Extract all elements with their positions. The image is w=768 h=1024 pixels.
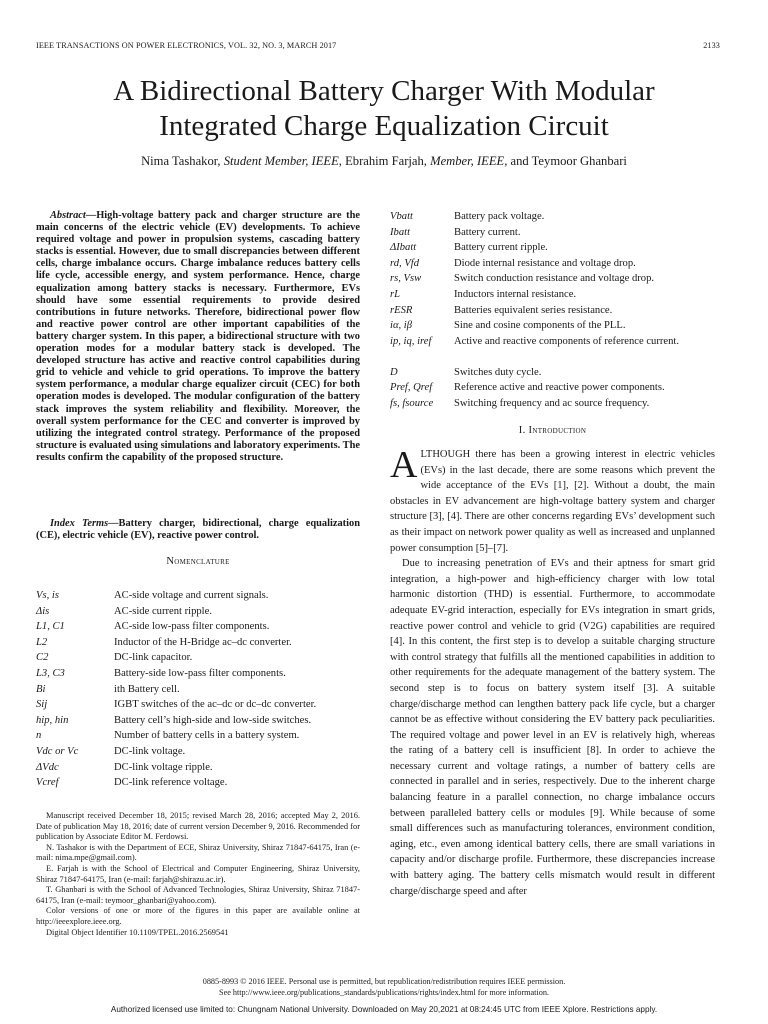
footnote-author-1: N. Tashakor is with the Department of ECE, Shiraz University, Shiraz 71847-64175, Iran (e-mail: nima.mpe@gmail.com). (36, 842, 360, 863)
nom-definition: AC-side low-pass filter components. (114, 621, 270, 633)
drop-cap: A (390, 444, 418, 486)
nom-symbol: iα, iβ (390, 320, 413, 332)
author-3: , and Teymoor Ghanbari (504, 154, 627, 168)
abstract-text: —High-voltage battery pack and charger structure are the main concerns of the electric vehicle (EV) developments. To achieve required voltage and power in propulsion systems, cascading battery stacks is essential. However, due to small discrepancies between different cells, charge imbalance occurs. Charge imbalance reduces battery cells life cycle, accessible energy, and system performance. Hence, charge equalization among battery stacks is necessary. Furthermore, EVs should have some essential requirements to provide desired contributions in future networks. Therefore, bidirectional power flow and reactive power control are other important capabilities of the battery charger system. In this paper, a bidirectional structure with two operation modes for a modular battery stack is developed. The developed structure has active and reactive control capabilities during grid to vehicle and vehicle to grid operations. To improve the battery system performance, a modular charge equalizer circuit (CEC) for both operation modes is developed. The modular configuration of the battery stack improves the system reliability and flexibility. Moreover, the overall system performance for the CEC and converter is improved by utilizing the integrated control strategy. Performance of the proposed structure is evaluated using simulations and laboratory experiments. The results confirm the capability of the proposed structure. (36, 210, 360, 463)
nomenclature-row (390, 334, 716, 365)
footnote-author-3: T. Ghanbari is with the School of Advanced Technologies, Shiraz University, Shiraz 71847-64175, Iran (e-mail: teymoor_ghanbari@yahoo.com). (36, 885, 360, 905)
copyright-line-2: See http://www.ieee.org/publications_standards/publications/rights/index.html for more information. (219, 987, 549, 997)
nom-symbol: rs, Vsw (390, 273, 422, 285)
nom-symbol: Pref, Qref (390, 382, 433, 394)
nomenclature-row (390, 365, 716, 381)
nom-definition: DC-link reference voltage. (114, 777, 228, 789)
abstract-lead: Abstract (50, 210, 86, 221)
nomenclature-row (36, 775, 360, 791)
nomenclature-row (390, 240, 716, 256)
nom-definition: Switching frequency and ac source frequency. (454, 397, 650, 409)
nom-symbol: L1, C1 (36, 621, 65, 633)
intro-paragraph-2: Due to increasing penetration of EVs and their aptness for smart grid integration, a high-power and high-efficiency charger with low total harmonic distortion (THD) is essential. Furthermore, to accommodate adequate EV-grid interaction, especially for EVs integration in smart grids, reactive power control and vehicle to grid (V2G) capabilities are required [4]. In this content, the first step is to develop a suitable charging structure with control strategy that fulfills all the mentioned capabilities in addition to other requirements for the adequate management of the battery system. The second step is to focus on battery system itself [3]. A suitable charge/discharge method can lengthen battery pack life cycle, but a charger cannot be as effective without considering the EV battery pack peculiarities. The required voltage and power level in an EV is relatively high, whereas the rating of a battery cell is insufficient [8]. In order to achieve the necessary current and voltage ratings, a number of battery cells are connected in parallel and in series, respectively. Due to the inherent charge balancing feature in a parallel connection, no charge imbalance occurs between paralleled battery cells or modules [9]. While because of some small differences such as manufacturing tolerances, environment condition, aging, etc., even among identical battery cells, there are small variations in capacity and/or discharge profile. Furthermore, these discrepancies increase with battery aging. The battery cells mismatch would result in different charge/discharge speed and after (390, 558, 715, 897)
copyright-line-1: 0885-8993 © 2016 IEEE. Personal use is permitted, but republication/redistribution requires IEEE permission. (202, 977, 566, 986)
paper-title (0, 74, 768, 144)
nomenclature-row (390, 225, 716, 241)
author-2-role: Member, IEEE (430, 154, 505, 168)
nom-definition: Battery cell’s high-side and low-side switches. (114, 714, 312, 726)
nom-definition: DC-link voltage ripple. (114, 761, 213, 773)
introduction-heading: I. Introduction (518, 425, 587, 436)
index-terms-lead: Index Terms (50, 518, 109, 529)
nom-definition: DC-link capacitor. (114, 652, 193, 664)
nom-symbol: L3, C3 (36, 667, 65, 679)
nomenclature-right (390, 209, 716, 412)
nomenclature-row (36, 619, 360, 635)
nom-definition: Diode internal resistance and voltage drop. (454, 257, 636, 269)
nomenclature-row (390, 209, 716, 225)
nom-definition: DC-link voltage. (114, 745, 186, 757)
nomenclature-row (36, 682, 360, 698)
nom-definition: Switches duty cycle. (454, 366, 542, 378)
nom-symbol: ΔIbatt (390, 242, 417, 254)
author-list (0, 153, 768, 169)
nom-symbol: C2 (36, 652, 49, 664)
nom-definition: Battery pack voltage. (454, 211, 545, 222)
nomenclature-row (390, 380, 716, 396)
nom-definition: Battery current ripple. (454, 242, 548, 254)
nom-definition: Inductors internal resistance. (454, 288, 577, 300)
nomenclature-row (36, 744, 360, 760)
nomenclature-left (36, 588, 360, 791)
nom-symbol: Vbatt (390, 211, 413, 222)
nom-definition: Active and reactive components of reference current. (454, 335, 679, 347)
nom-symbol: Sij (36, 699, 48, 711)
nom-symbol: L2 (36, 636, 48, 648)
nom-symbol: rd, Vfd (390, 257, 420, 269)
nomenclature-row (36, 697, 360, 713)
nom-definition: Battery current. (454, 226, 521, 238)
nom-symbol: Vs, is (36, 590, 59, 601)
intro-paragraph-1 (390, 444, 715, 556)
author-1: Nima Tashakor, (141, 154, 224, 168)
nom-symbol: rESR (390, 304, 413, 316)
nomenclature-heading: Nomenclature (166, 556, 230, 567)
nom-definition: Switch conduction resistance and voltage drop. (454, 273, 655, 285)
nomenclature-row (36, 588, 360, 604)
nom-symbol: hip, hin (36, 714, 69, 726)
nom-symbol: Ibatt (390, 226, 411, 238)
nom-symbol: ΔVdc (36, 761, 59, 773)
title-line-1: A Bidirectional Battery Charger With Modular (113, 75, 655, 107)
nom-definition: Inductor of the H-Bridge ac–dc converter. (114, 636, 292, 648)
nom-definition: Batteries equivalent series resistance. (454, 304, 613, 316)
journal-citation: IEEE TRANSACTIONS ON POWER ELECTRONICS, VOL. 32, NO. 3, MARCH 2017 (36, 41, 337, 50)
nom-symbol: D (390, 366, 398, 378)
introduction-body (390, 444, 715, 899)
nomenclature-row (36, 728, 360, 744)
author-1-role: Student Member, IEEE (223, 154, 339, 168)
nomenclature-row (390, 303, 716, 319)
footnote-color-versions: Color versions of one or more of the figures in this paper are available online at http://ieeexplore.ieee.org. (36, 906, 360, 926)
index-terms (36, 518, 360, 542)
intro-paragraph-1-text: LTHOUGH there has been a growing interest in electric vehicles (EVs) in the last decade, there are some reasons which prevent the wide acceptance of the EVs [1], [2]. Without a doubt, the main obstacles in EV advancement are high-voltage battery system and charger structure [3], [4]. There are other concerns regarding EVs’ development such as their impact on network power quality as well as increased and unplanned power consumption [5]–[7]. (390, 449, 715, 554)
author-2: , Ebrahim Farjah, (338, 154, 431, 168)
nomenclature-row (36, 635, 360, 651)
nom-symbol: fs, fsource (390, 397, 434, 409)
nomenclature-row (36, 760, 360, 776)
index-terms-text: —Battery charger, bidirectional, charge equalization (CE), electric vehicle (EV), reactive power control. (36, 518, 360, 542)
nom-symbol: ip, iq, iref (390, 335, 432, 347)
nom-definition: AC-side current ripple. (114, 605, 212, 617)
page-number: 2133 (703, 41, 720, 50)
nom-symbol: Vdc or Vc (36, 745, 79, 757)
nomenclature-row (36, 713, 360, 729)
nomenclature-row (36, 666, 360, 682)
nom-symbol: Bi (36, 683, 46, 695)
abstract (36, 210, 360, 464)
footnote-doi: Digital Object Identifier 10.1109/TPEL.2016.2569541 (46, 927, 229, 937)
nom-definition: AC-side voltage and current signals. (114, 590, 269, 601)
nomenclature-row (36, 650, 360, 666)
nomenclature-row (390, 256, 716, 272)
nom-symbol: rL (390, 288, 401, 300)
nom-definition: Reference active and reactive power components. (454, 382, 665, 394)
nom-definition: ith Battery cell. (114, 683, 180, 695)
license-notice: Authorized licensed use limited to: Chungnam National University. Downloaded on May 20,2021 at 08:24:45 UTC from IEEE Xplore. Restrictions apply. (110, 1005, 658, 1014)
footnote-author-2: E. Farjah is with the School of Electrical and Computer Engineering, Shiraz University, Shiraz 71847-64175, Iran (e-mail: farjah@shirazu.ac.ir). (36, 863, 360, 884)
nomenclature-row (36, 604, 360, 620)
nomenclature-row (390, 396, 716, 412)
footnote-manuscript: Manuscript received December 18, 2015; revised March 28, 2016; accepted May 2, 2016. Date of publication May 18, 2016; date of current version December 9, 2016. Recommended for publication by Associate Editor M. Ferdowsi. (36, 811, 360, 842)
footnotes (36, 811, 360, 938)
nomenclature-row (390, 271, 716, 287)
nom-definition: Battery-side low-pass filter components. (114, 667, 286, 679)
nom-symbol: Vcref (36, 777, 59, 789)
copyright-notice (0, 977, 768, 998)
running-head (36, 41, 720, 53)
nom-definition: Sine and cosine components of the PLL. (454, 320, 626, 332)
nom-definition: IGBT switches of the ac–dc or dc–dc converter. (114, 699, 317, 711)
nomenclature-row (390, 318, 716, 334)
nomenclature-row (390, 287, 716, 303)
nom-definition: Number of battery cells in a battery system. (114, 730, 300, 742)
nom-symbol: Δis (36, 605, 50, 617)
nom-symbol: n (36, 730, 42, 742)
title-line-2: Integrated Charge Equalization Circuit (159, 110, 609, 142)
